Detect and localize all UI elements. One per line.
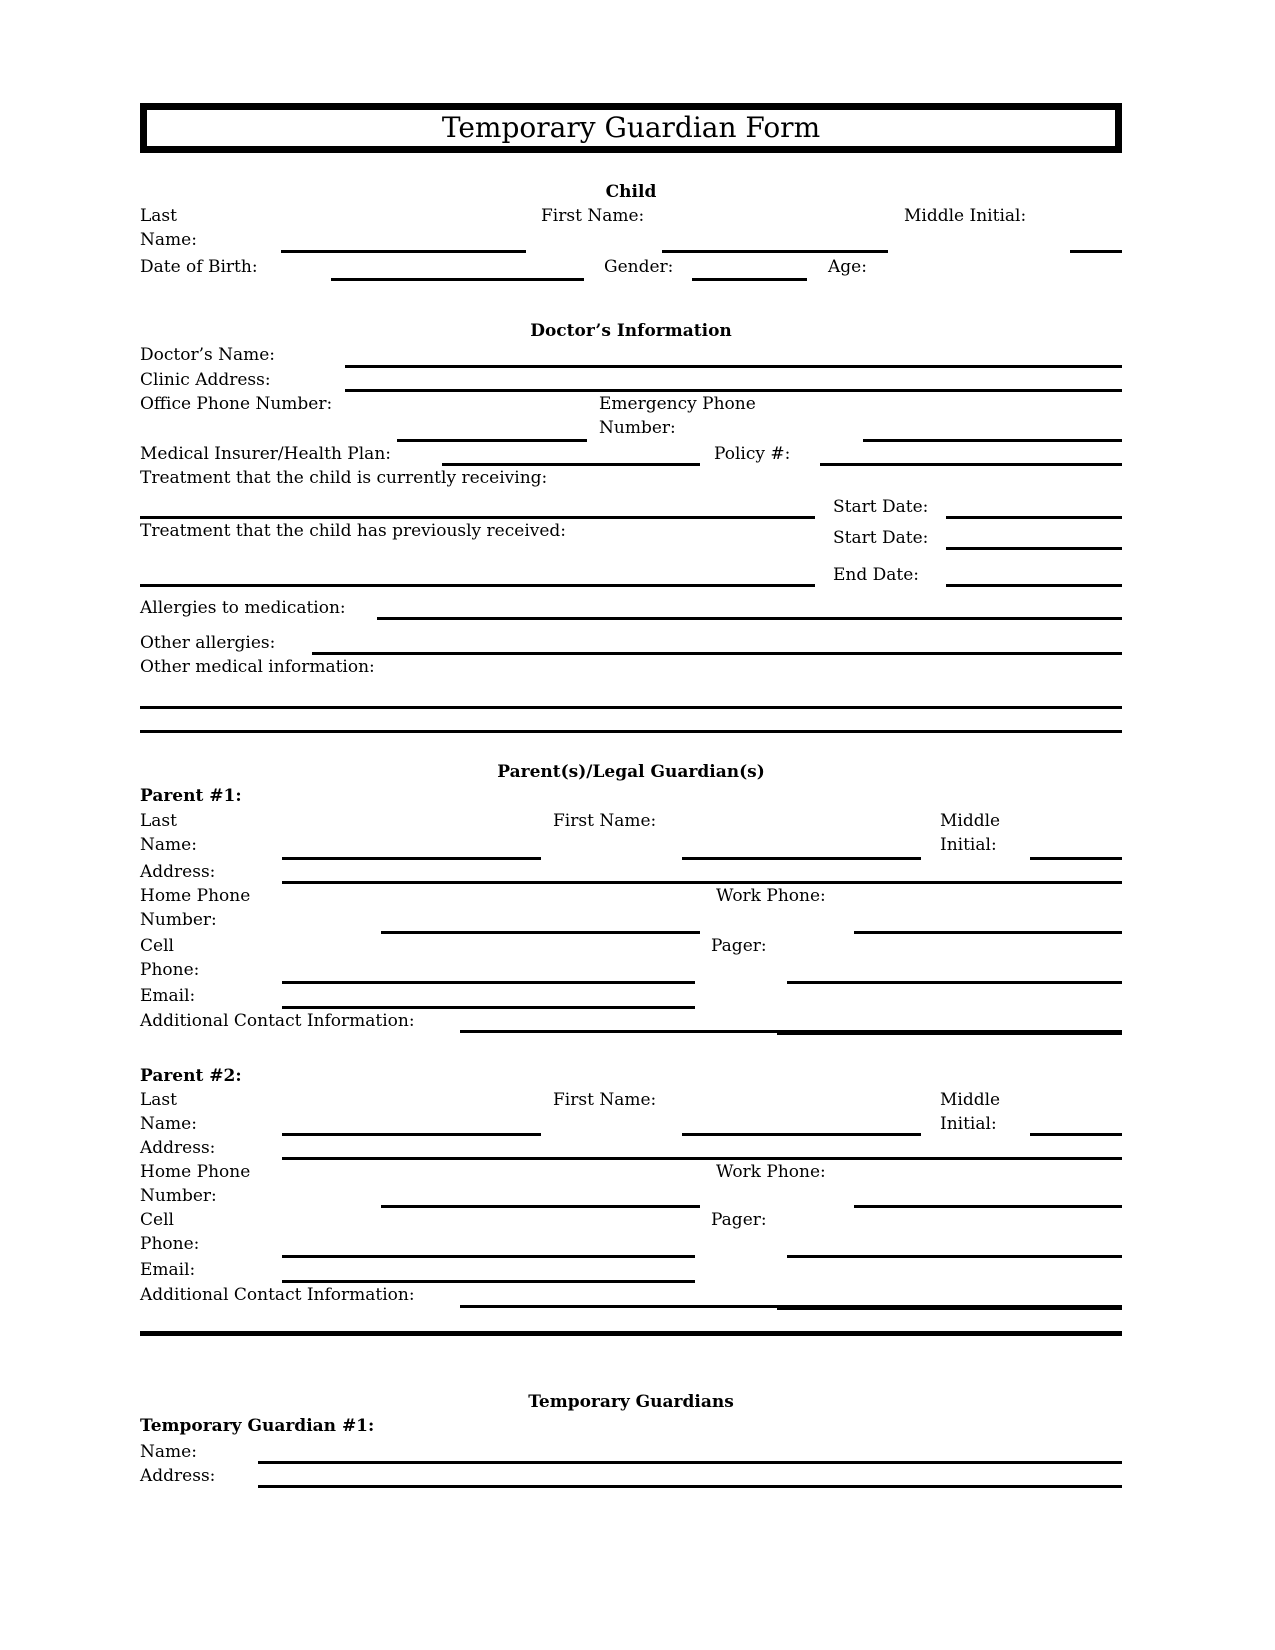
form-title: Temporary Guardian Form xyxy=(441,111,821,144)
other-allergies-field[interactable] xyxy=(312,620,1122,655)
parent2-email-spacer xyxy=(695,1258,1122,1283)
insurer-label: Medical Insurer/Health Plan: xyxy=(140,444,391,464)
parent1-work-phone-field[interactable] xyxy=(854,884,1122,934)
child-age-label: Age: xyxy=(828,257,867,277)
parent1-cell-phone-field[interactable] xyxy=(282,934,695,984)
parent1-last-name-label: Last Name: xyxy=(140,811,197,855)
parent2-pager-label: Pager: xyxy=(711,1210,767,1230)
parent1-additional-row xyxy=(140,1009,1122,1033)
other-medical-row xyxy=(140,680,1122,709)
parent2-additional-label: Additional Contact Information: xyxy=(140,1285,415,1305)
treatment-previous-start-date-label: Start Date: xyxy=(833,528,929,548)
child-dob-row xyxy=(140,255,1122,281)
parent1-first-name-field[interactable] xyxy=(682,809,921,860)
parent1-address-label: Address: xyxy=(140,862,216,882)
parent2-header: Parent #2: xyxy=(140,1066,242,1086)
treatment-current-row xyxy=(140,491,1122,519)
treatment-previous-row-a xyxy=(140,519,1122,550)
parent2-address-label: Address: xyxy=(140,1138,216,1158)
parent2-last-name-label: Last Name: xyxy=(140,1090,197,1134)
other-allergies-label: Other allergies: xyxy=(140,633,276,653)
clinic-address-field[interactable] xyxy=(345,368,1122,392)
parent1-home-phone-field[interactable] xyxy=(381,884,700,934)
child-last-name-label: Last Name: xyxy=(140,206,197,250)
doctor-section xyxy=(140,319,1122,733)
parent2-last-name-field[interactable] xyxy=(282,1088,541,1136)
parent2-middle-initial-field[interactable] xyxy=(1030,1088,1122,1136)
parent1-header: Parent #1: xyxy=(140,786,242,806)
parents-section xyxy=(140,760,1122,1336)
doctor-name-row xyxy=(140,343,1122,368)
parent2-first-name-label: First Name: xyxy=(553,1090,657,1110)
parent1-pager-label: Pager: xyxy=(711,936,767,956)
parent1-additional-field-extension[interactable] xyxy=(777,1011,1122,1035)
parent1-email-spacer xyxy=(695,984,1122,1009)
parent1-address-row xyxy=(140,860,1122,884)
child-gender-label: Gender: xyxy=(604,257,674,277)
treatment-current-start-date-label: Start Date: xyxy=(833,497,929,517)
clinic-address-row xyxy=(140,368,1122,392)
parent2-middle-initial-label: Middle Initial: xyxy=(940,1090,1001,1134)
parent2-first-name-field[interactable] xyxy=(682,1088,921,1136)
guardian1-name-field[interactable] xyxy=(258,1440,1122,1464)
other-medical-label-row xyxy=(140,655,1122,680)
parent1-name-row xyxy=(140,809,1122,860)
guardians-section xyxy=(140,1390,1122,1488)
treatment-previous-field[interactable] xyxy=(140,550,815,587)
other-allergies-row xyxy=(140,620,1122,655)
child-section-header: Child xyxy=(605,182,657,202)
parent1-additional-field[interactable] xyxy=(460,1009,777,1033)
parent2-additional-row xyxy=(140,1283,1122,1308)
parent1-cell-row xyxy=(140,934,1122,984)
child-section xyxy=(140,180,1122,281)
parent2-email-row xyxy=(140,1258,1122,1283)
guardian1-name-label: Name: xyxy=(140,1442,197,1462)
guardian1-address-field[interactable] xyxy=(258,1464,1122,1488)
guardian1-header: Temporary Guardian #1: xyxy=(140,1416,375,1436)
phone-row xyxy=(140,392,1122,442)
child-middle-initial-field[interactable] xyxy=(1070,204,1122,253)
child-age-spacer xyxy=(876,255,1122,281)
parent1-work-phone-label: Work Phone: xyxy=(716,886,826,906)
doctor-name-field[interactable] xyxy=(345,343,1122,368)
parent1-middle-initial-field[interactable] xyxy=(1030,809,1122,860)
parent2-phone-row xyxy=(140,1160,1122,1208)
child-dob-field[interactable] xyxy=(331,255,584,281)
parent2-additional-field-extension[interactable] xyxy=(777,1285,1122,1310)
parent2-address-row xyxy=(140,1136,1122,1160)
insurer-field[interactable] xyxy=(442,442,700,466)
parent2-home-phone-field[interactable] xyxy=(381,1160,700,1208)
treatment-previous-start-date-field[interactable] xyxy=(946,519,1122,550)
office-phone-field[interactable] xyxy=(397,392,587,442)
parent2-email-label: Email: xyxy=(140,1260,196,1280)
treatment-current-start-date-field[interactable] xyxy=(946,491,1122,519)
parent2-name-row xyxy=(140,1088,1122,1136)
office-phone-label: Office Phone Number: xyxy=(140,394,333,414)
parent1-cell-phone-label: Cell Phone: xyxy=(140,936,200,980)
parent1-email-row xyxy=(140,984,1122,1009)
clinic-address-label: Clinic Address: xyxy=(140,370,271,390)
doctor-name-label: Doctor’s Name: xyxy=(140,345,276,365)
parent2-cell-row xyxy=(140,1208,1122,1258)
parent2-email-field[interactable] xyxy=(282,1258,695,1283)
parent2-work-phone-field[interactable] xyxy=(854,1160,1122,1208)
treatment-previous-row-b xyxy=(140,550,1122,587)
child-first-name-label: First Name: xyxy=(541,206,645,226)
parent2-work-phone-label: Work Phone: xyxy=(716,1162,826,1182)
parent1-address-field[interactable] xyxy=(282,860,1122,884)
treatment-current-field[interactable] xyxy=(140,491,815,519)
insurer-row xyxy=(140,442,1122,466)
other-medical-field[interactable] xyxy=(140,680,1122,709)
guardian1-name-row xyxy=(140,1440,1122,1464)
parent2-additional-field[interactable] xyxy=(460,1283,777,1308)
treatment-previous-end-date-field[interactable] xyxy=(946,550,1122,587)
child-gender-field[interactable] xyxy=(692,255,807,281)
allergies-medication-label: Allergies to medication: xyxy=(140,598,346,618)
parent1-email-label: Email: xyxy=(140,986,196,1006)
policy-label: Policy #: xyxy=(714,444,791,464)
title-box xyxy=(140,103,1122,153)
emergency-phone-label: Emergency Phone Number: xyxy=(599,394,756,438)
child-first-name-field[interactable] xyxy=(662,204,888,253)
treatment-current-label-row xyxy=(140,466,1122,491)
parent1-email-field[interactable] xyxy=(282,984,695,1009)
parent1-home-phone-label: Home Phone Number: xyxy=(140,886,251,930)
parent1-pager-field[interactable] xyxy=(787,934,1122,984)
doctor-section-header: Doctor’s Information xyxy=(530,321,732,341)
child-name-row xyxy=(140,204,1122,253)
parent1-first-name-label: First Name: xyxy=(553,811,657,831)
other-medical-label: Other medical information: xyxy=(140,657,375,677)
guardian1-address-row xyxy=(140,1464,1122,1488)
parents-section-header: Parent(s)/Legal Guardian(s) xyxy=(497,762,765,782)
treatment-previous-label: Treatment that the child has previously received: xyxy=(140,521,567,541)
child-dob-label: Date of Birth: xyxy=(140,257,258,277)
guardians-section-header: Temporary Guardians xyxy=(528,1392,734,1412)
allergies-medication-row xyxy=(140,587,1122,620)
guardian1-address-label: Address: xyxy=(140,1466,216,1486)
child-last-name-field[interactable] xyxy=(281,204,526,253)
treatment-current-label: Treatment that the child is currently receiving: xyxy=(140,468,548,488)
parent2-address-field[interactable] xyxy=(282,1136,1122,1160)
parent2-cell-phone-label: Cell Phone: xyxy=(140,1210,200,1254)
parent1-additional-label: Additional Contact Information: xyxy=(140,1011,415,1031)
parent1-phone-row xyxy=(140,884,1122,934)
parent2-pager-field[interactable] xyxy=(787,1208,1122,1258)
doctor-section-divider xyxy=(140,730,1122,733)
parent1-last-name-field[interactable] xyxy=(282,809,541,860)
allergies-medication-field[interactable] xyxy=(377,587,1122,620)
child-middle-initial-label: Middle Initial: xyxy=(904,206,1027,226)
emergency-phone-field[interactable] xyxy=(863,392,1122,442)
parent1-middle-initial-label: Middle Initial: xyxy=(940,811,1001,855)
parent2-cell-phone-field[interactable] xyxy=(282,1208,695,1258)
parent2-home-phone-label: Home Phone Number: xyxy=(140,1162,251,1206)
treatment-previous-end-date-label: End Date: xyxy=(833,565,920,585)
parents-section-divider xyxy=(140,1331,1122,1336)
policy-field[interactable] xyxy=(820,442,1122,466)
